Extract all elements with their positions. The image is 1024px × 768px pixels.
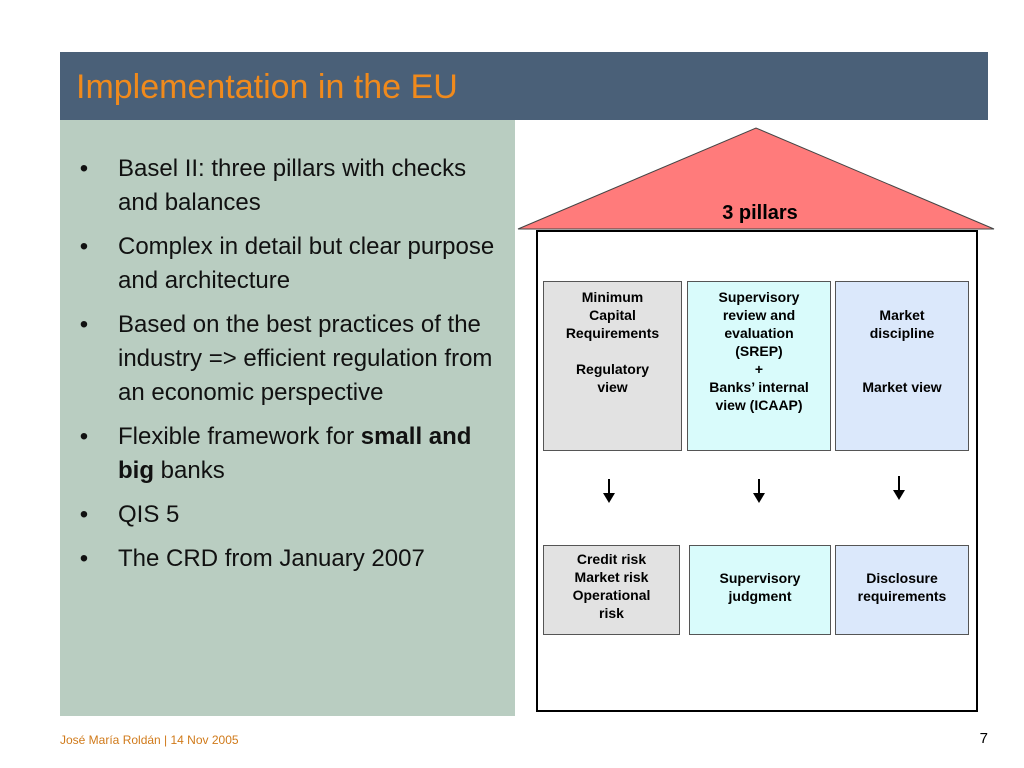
roof-label: 3 pillars <box>722 202 798 224</box>
pillar-line: Market <box>879 307 925 323</box>
pillar-line: Requirements <box>565 325 660 341</box>
bullet-text-pre: Flexible framework for <box>118 423 361 450</box>
bullet-text: The CRD from January 2007 <box>118 545 425 572</box>
page-number: 7 <box>979 730 988 747</box>
pillar-line: + <box>754 361 764 377</box>
bullet-item <box>74 152 504 220</box>
pillar-line: review and <box>722 307 796 323</box>
bullet-text: Complex in detail but clear purpose and architecture <box>118 233 495 294</box>
pillar-1-box <box>543 281 682 451</box>
bottom-box-3 <box>835 545 969 635</box>
bullet-dot: • <box>79 545 89 572</box>
pillar-line: Banks’ internal <box>709 379 809 395</box>
pillar-line: Minimum <box>581 289 644 305</box>
bullet-item <box>74 420 504 488</box>
pillar-line: Market view <box>862 379 942 395</box>
pillar-line <box>836 360 968 378</box>
pillar-line <box>544 342 681 360</box>
bullet-list <box>74 152 504 586</box>
bullet-text: Basel II: three pillars with checks and balances <box>118 155 467 216</box>
bottom-line: judgment <box>728 588 792 604</box>
bottom-line: requirements <box>857 588 947 604</box>
bottom-line: Credit risk <box>576 551 647 567</box>
bullet-text: QIS 5 <box>118 501 180 528</box>
pillar-line: view (ICAAP) <box>715 397 803 413</box>
pillar-2-box <box>687 281 831 451</box>
title-bar <box>60 52 988 120</box>
pillar-line <box>836 342 968 360</box>
bullet-dot: • <box>79 311 89 338</box>
bottom-line: Disclosure <box>866 570 938 586</box>
pillar-line: evaluation <box>724 325 794 341</box>
bullet-dot: • <box>79 155 89 182</box>
down-arrow-icon <box>603 479 615 505</box>
bottom-box-1 <box>543 545 680 635</box>
bottom-line: Operational <box>572 587 651 603</box>
pillar-line: Regulatory <box>575 361 650 377</box>
pillar-line: Supervisory <box>718 289 800 305</box>
bullet-text-bold: small and big <box>118 423 472 484</box>
bullet-text: Based on the best practices of the industry => efficient regulation from an economic perspective <box>118 311 493 406</box>
bullet-dot: • <box>79 423 89 450</box>
bottom-line: Supervisory <box>719 570 801 586</box>
bullet-item <box>74 230 504 298</box>
footer-author-date: José María Roldán | 14 Nov 2005 <box>60 733 239 747</box>
pillar-line: (SREP) <box>735 343 783 359</box>
down-arrow-icon <box>893 476 905 502</box>
bullet-dot: • <box>79 233 89 260</box>
slide-title: Implementation in the EU <box>76 68 458 106</box>
bullet-text-post: banks <box>154 457 225 484</box>
pillar-3-box <box>835 281 969 451</box>
bullet-item <box>74 308 504 410</box>
bullet-dot: • <box>79 501 89 528</box>
pillar-line: view <box>597 379 628 395</box>
down-arrow-icon <box>753 479 765 505</box>
bullet-item <box>74 498 504 532</box>
bullet-item <box>74 542 504 576</box>
bottom-line: Market risk <box>574 569 649 585</box>
pillar-line: discipline <box>869 325 935 341</box>
pillar-line: Capital <box>589 307 636 323</box>
bottom-box-2 <box>689 545 831 635</box>
bullet-panel <box>60 120 515 716</box>
bottom-line: risk <box>599 605 624 621</box>
